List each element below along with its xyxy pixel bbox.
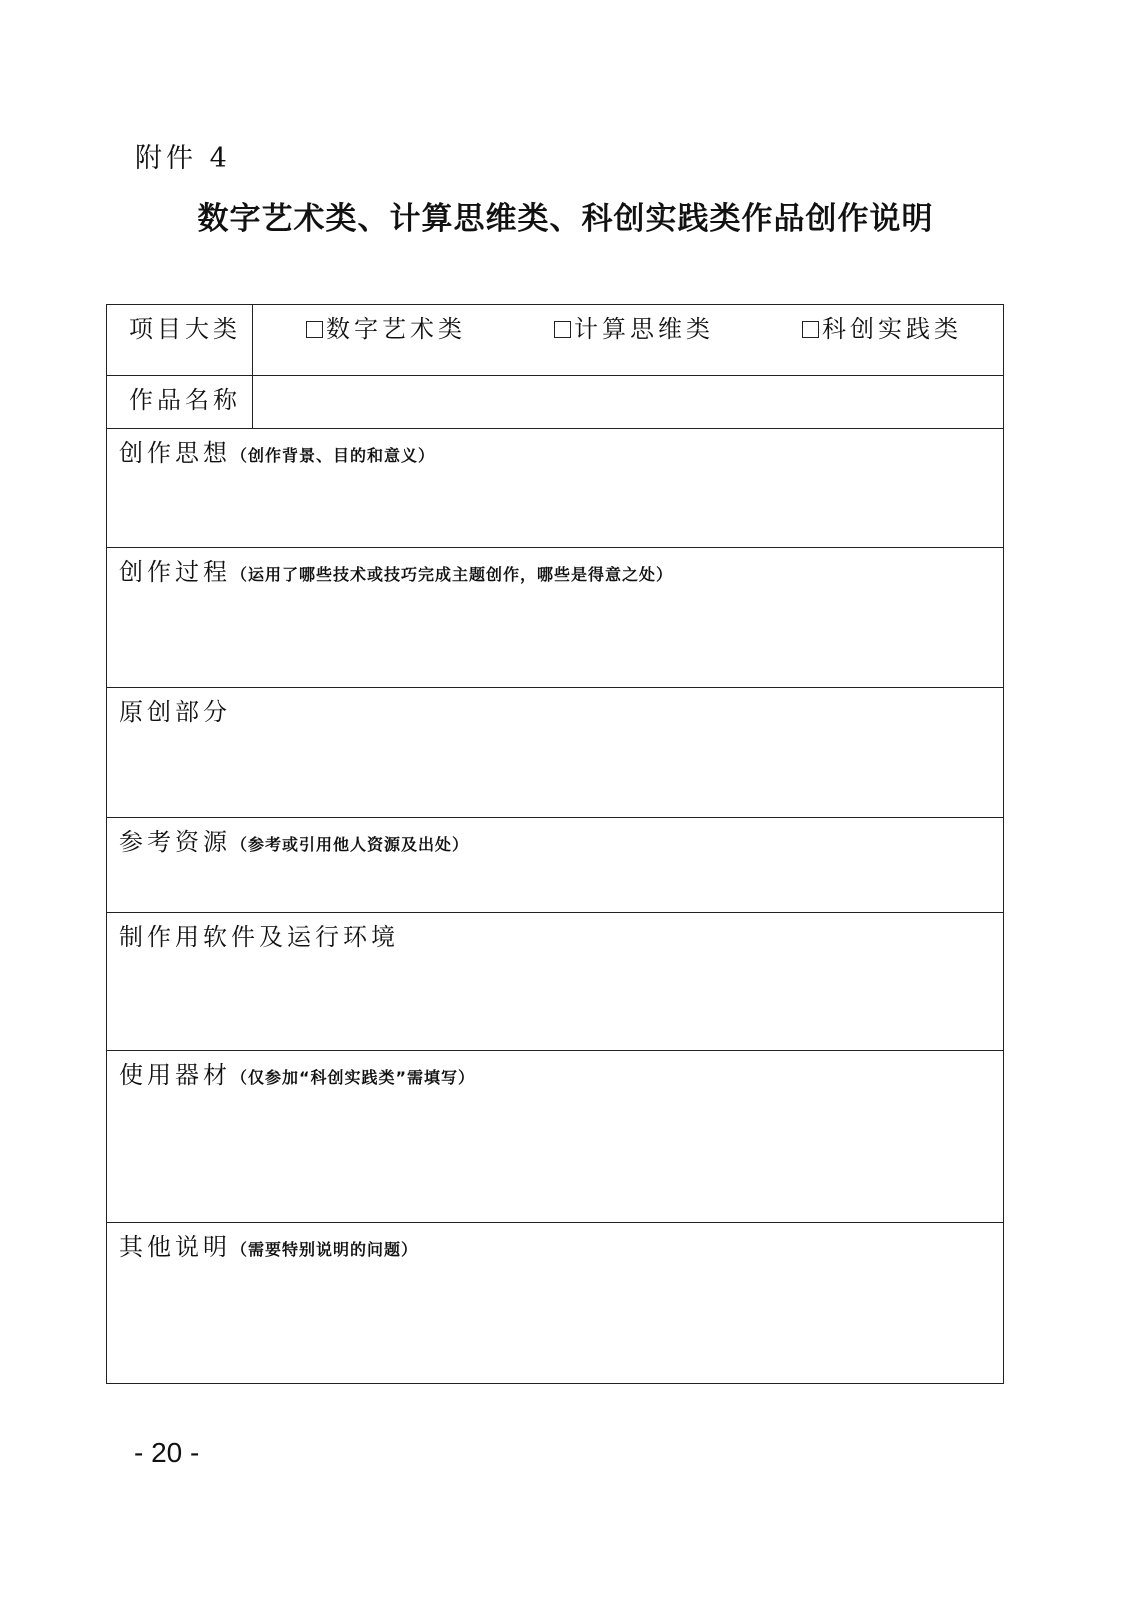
option-computational-thinking-label: 计算思维类 (574, 315, 714, 343)
work-name-label: 作品名称 (129, 386, 241, 414)
section-hint: （仅参加“科创实践类”需填写） (231, 1068, 476, 1087)
section-other-notes[interactable] (107, 1222, 1003, 1384)
document-title: 数字艺术类、计算思维类、科创实践类作品创作说明 (197, 201, 934, 237)
section-original-part[interactable] (107, 687, 1003, 818)
option-science-practice[interactable] (802, 309, 962, 344)
section-title: 制作用软件及运行环境 (119, 923, 399, 951)
category-label-cell (107, 305, 253, 375)
work-name-field[interactable] (257, 376, 1003, 429)
work-name-row (107, 375, 1003, 429)
checkbox-icon[interactable] (306, 321, 323, 338)
page-number: - 20 - (134, 1437, 200, 1468)
section-title: 参考资源 (119, 828, 231, 856)
section-software-environment[interactable] (107, 912, 1003, 1051)
section-hint: （创作背景、目的和意义） (231, 446, 436, 465)
section-references[interactable] (107, 817, 1003, 913)
section-equipment[interactable] (107, 1050, 1003, 1223)
section-title: 创作思想 (119, 439, 231, 467)
work-name-label-cell (107, 376, 253, 429)
section-hint: （参考或引用他人资源及出处） (231, 835, 470, 854)
section-title: 创作过程 (119, 558, 231, 586)
section-creative-process[interactable] (107, 547, 1003, 688)
checkbox-icon[interactable] (802, 321, 819, 338)
section-title: 原创部分 (119, 698, 231, 726)
option-digital-art[interactable] (306, 309, 466, 344)
section-title: 其他说明 (119, 1233, 231, 1261)
attachment-label: 附件 4 (135, 143, 231, 174)
checkbox-icon[interactable] (554, 321, 571, 338)
section-hint: （运用了哪些技术或技巧完成主题创作，哪些是得意之处） (231, 565, 674, 584)
option-science-practice-label: 科创实践类 (822, 315, 962, 343)
category-label: 项目大类 (129, 315, 241, 343)
category-row (107, 305, 1003, 375)
section-title: 使用器材 (119, 1061, 231, 1089)
section-hint: （需要特别说明的问题） (231, 1240, 419, 1259)
option-computational-thinking[interactable] (554, 309, 714, 344)
option-digital-art-label: 数字艺术类 (326, 315, 466, 343)
creation-description-form (106, 304, 1004, 1384)
section-creative-idea[interactable] (107, 428, 1003, 548)
